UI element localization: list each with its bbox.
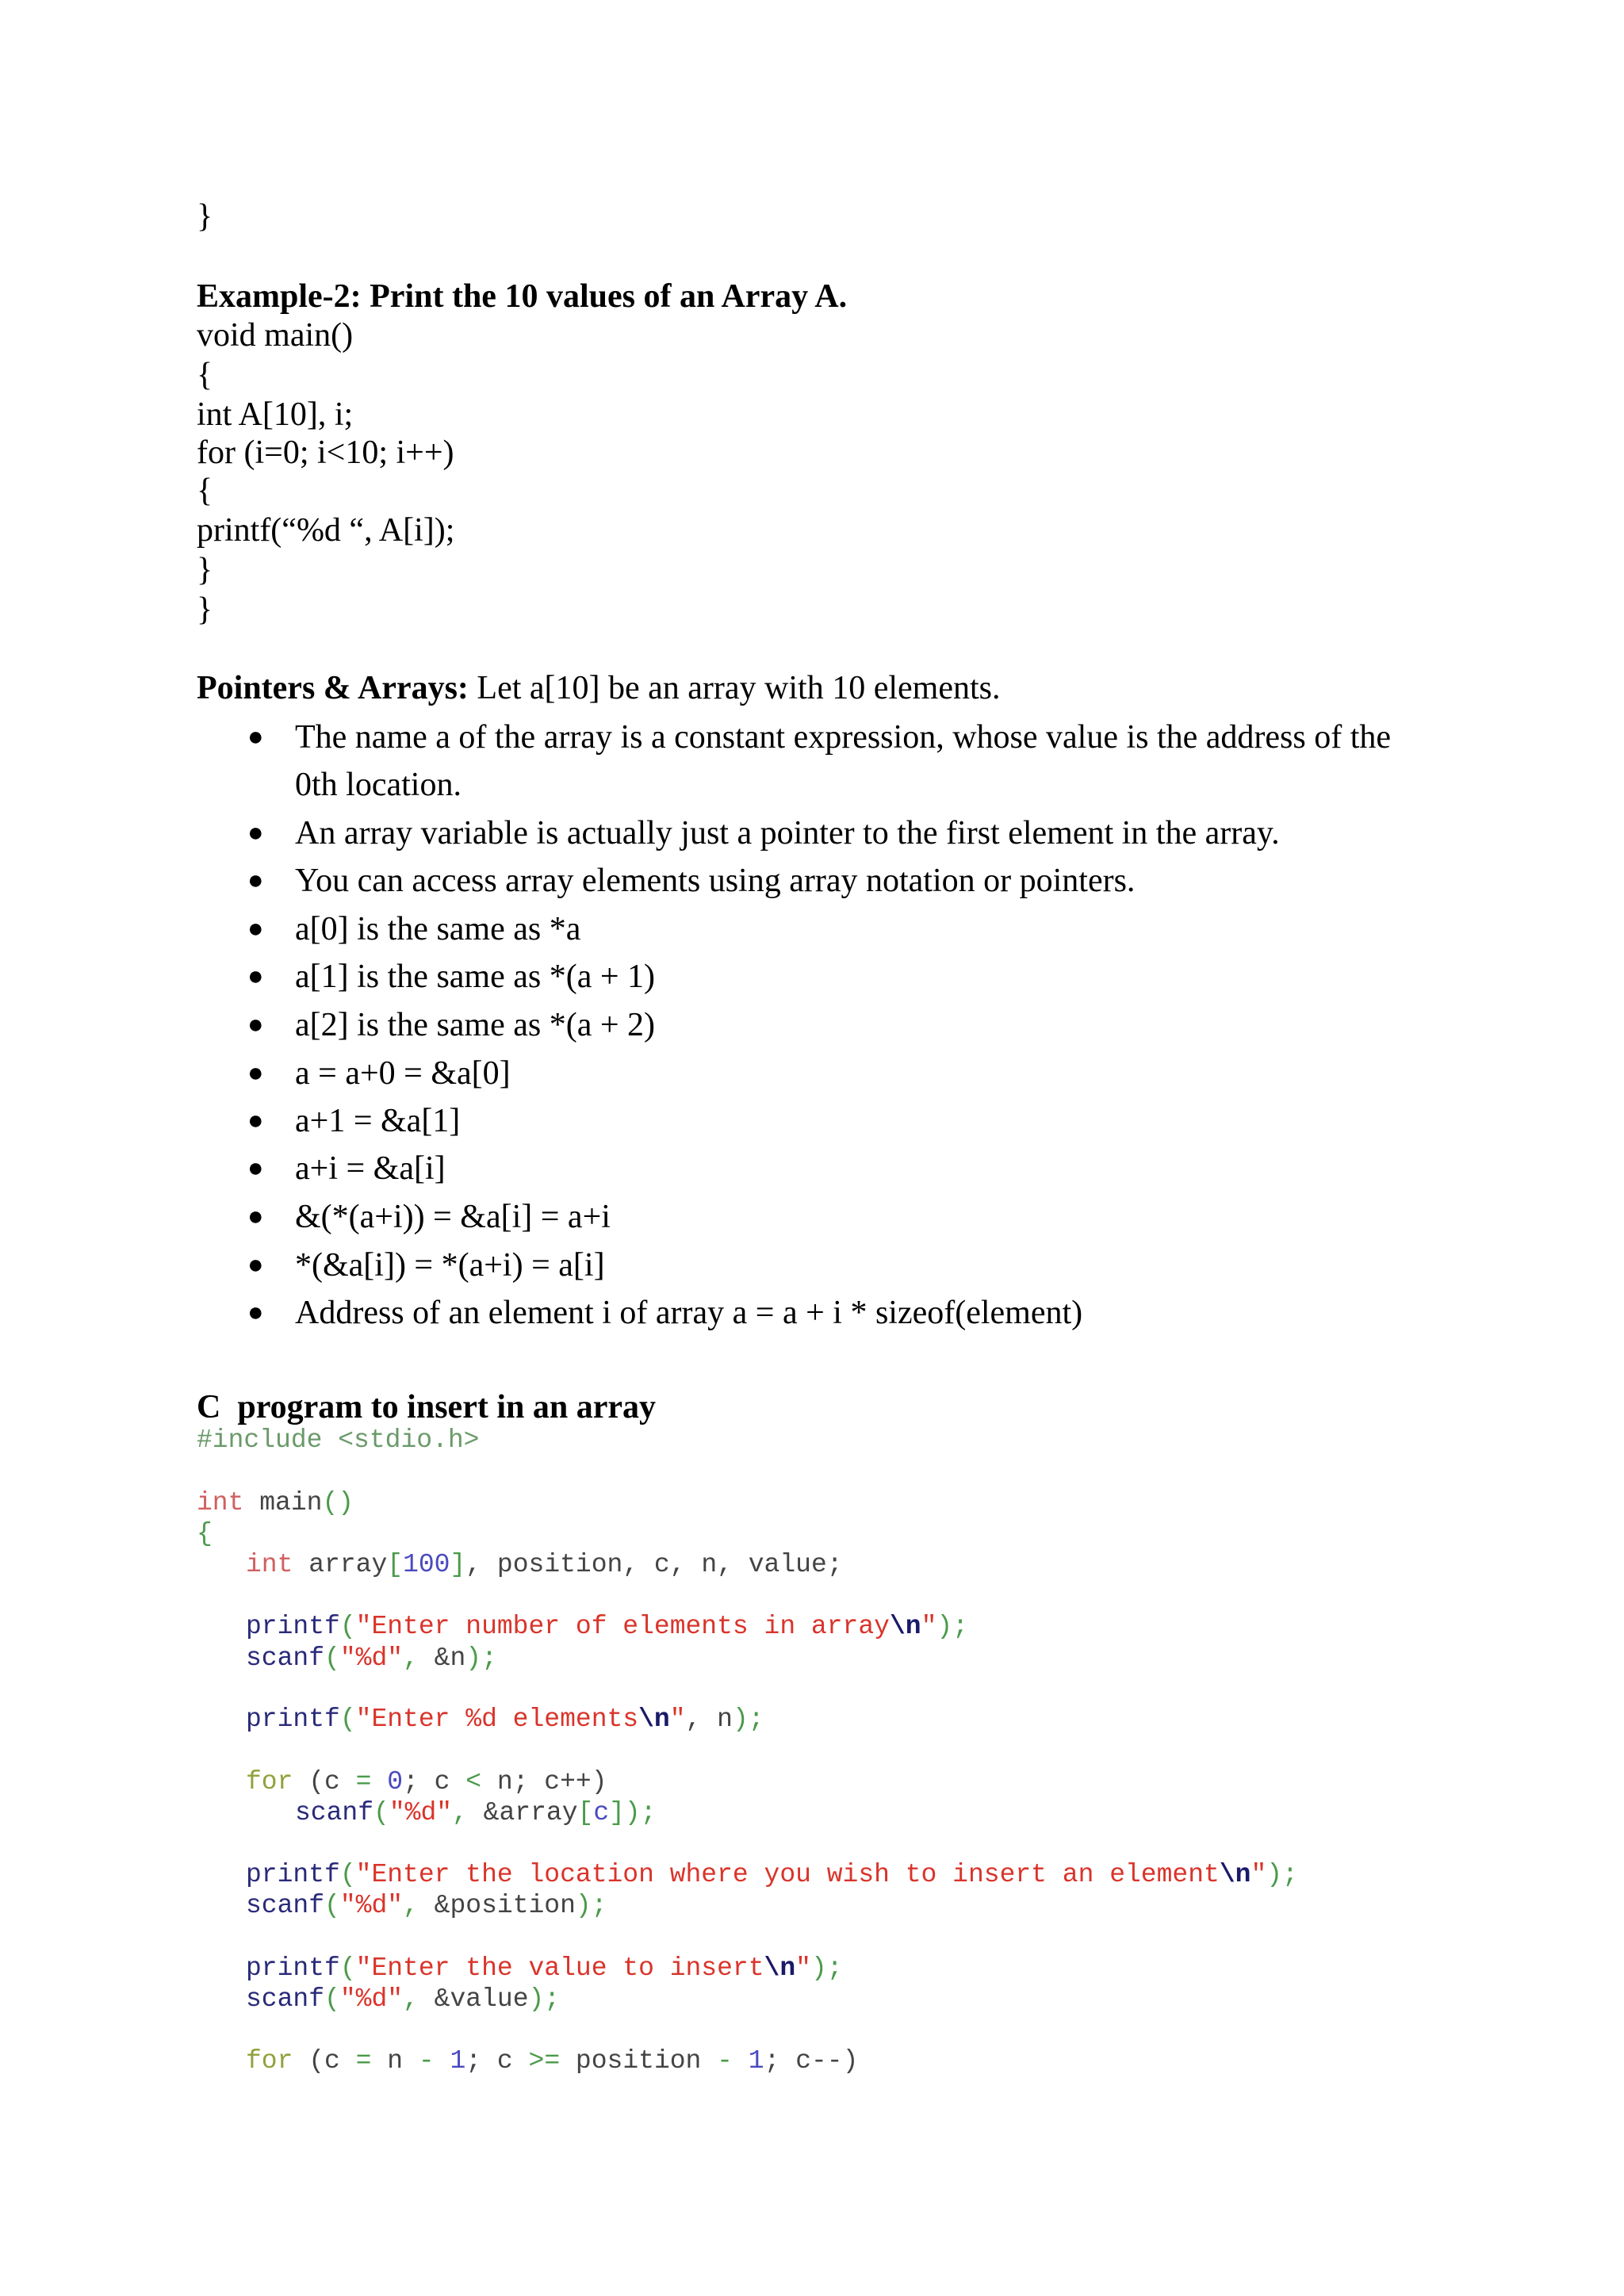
code-token: "	[921, 1612, 937, 1641]
code-token: \n	[764, 1954, 796, 1983]
code-token: \n	[1219, 1860, 1251, 1889]
code-token: =	[355, 1767, 372, 1797]
code-token: 1	[732, 2046, 764, 2076]
code-token: printf	[246, 1705, 340, 1734]
example2-code-line: int A[10], i;	[197, 396, 354, 433]
code-token: #include <stdio.h>	[197, 1425, 480, 1455]
code-token: for	[246, 1767, 293, 1797]
code-token: int	[197, 1488, 244, 1517]
code-token: "	[795, 1954, 811, 1983]
example2-code-line: void main()	[197, 317, 354, 354]
code-token: {	[197, 1519, 213, 1548]
code-token: array	[293, 1550, 388, 1579]
code-token: position	[560, 2046, 718, 2076]
code-token: scanf	[246, 1891, 325, 1920]
code-token: "%d"	[339, 1891, 404, 1920]
bullet-text: a[2] is the same as *(a + 2)	[295, 1007, 656, 1043]
bullet-text: a+i = &a[i]	[295, 1150, 446, 1187]
example2-code-line: {	[197, 357, 213, 393]
code-scanf-position: scanf("%d", &position);	[246, 1891, 607, 1920]
code-scanf-array: scanf("%d", &array[c]);	[295, 1798, 657, 1827]
code-token: ; c	[403, 1767, 466, 1797]
pointers-heading-rest: Let a[10] be an array with 10 elements.	[468, 670, 1001, 706]
bullet-text: a+1 = &a[1]	[295, 1103, 461, 1139]
code-token: "%d"	[339, 1984, 404, 2014]
code-scanf-value: scanf("%d", &value);	[246, 1984, 561, 2014]
pointers-heading	[197, 668, 1001, 708]
code-token: , position, c, n, value;	[465, 1550, 843, 1579]
code-scanf-n: scanf("%d", &n);	[246, 1644, 497, 1673]
pointers-heading-bold: Pointers & Arrays:	[197, 670, 469, 706]
bullet-icon: ●	[247, 1058, 264, 1088]
code-declaration: int array[100], position, c, n, value;	[246, 1550, 843, 1579]
code-token: for	[246, 2046, 293, 2076]
code-token: "Enter number of elements in array	[355, 1612, 890, 1641]
code-open-brace	[197, 1518, 213, 1550]
code-token: \n	[889, 1612, 921, 1641]
code-token: 100	[403, 1550, 450, 1579]
code-token: -	[717, 2046, 733, 2076]
example2-code-line: printf(“%d “, A[i]);	[197, 512, 455, 549]
bullet-icon: ●	[247, 866, 264, 895]
code-token: (c	[293, 2046, 356, 2076]
code-for-read	[246, 1766, 607, 1798]
bullet-icon: ●	[247, 1106, 264, 1135]
code-token: <	[465, 1767, 482, 1797]
bullet-icon: ●	[247, 962, 264, 991]
code-token: &n	[434, 1644, 466, 1673]
code-token: &array	[483, 1798, 578, 1827]
bullet-icon: ●	[247, 914, 264, 943]
code-token: &position	[434, 1891, 576, 1920]
code-token: n	[371, 2046, 419, 2076]
bullet-icon: ●	[247, 818, 264, 848]
code-token: main	[243, 1488, 323, 1517]
code-token: printf	[246, 1954, 340, 1983]
bullet-icon: ●	[247, 1298, 264, 1327]
bullet-icon: ●	[247, 1202, 264, 1231]
bullet-text: An array variable is actually just a pointer to the first element in the array.	[295, 815, 1280, 851]
code-token: \n	[638, 1705, 670, 1734]
example2-code-line: for (i=0; i<10; i++)	[197, 434, 454, 471]
code-token: "Enter %d elements	[355, 1705, 639, 1734]
code-token: scanf	[295, 1798, 374, 1827]
insert-heading: C program to insert in an array	[197, 1389, 656, 1425]
code-include	[197, 1425, 479, 1456]
code-token: 0	[371, 1767, 404, 1797]
code-token: "%d"	[389, 1798, 453, 1827]
code-token: -	[418, 2046, 435, 2076]
code-printf-elements: printf("Enter %d elements\n", n);	[246, 1705, 764, 1734]
code-token: , n	[685, 1705, 733, 1734]
bullet-text: a = a+0 = &a[0]	[295, 1055, 511, 1092]
bullet-text: a[0] is the same as *a	[295, 911, 581, 947]
bullet-icon: ●	[247, 1154, 264, 1183]
bullet-text: You can access array elements using array notation or pointers.	[295, 863, 1136, 899]
code-printf-number: printf("Enter number of elements in array\n");	[246, 1612, 968, 1641]
code-main	[197, 1487, 354, 1519]
code-token: scanf	[246, 1644, 325, 1673]
bullet-icon: ●	[247, 1250, 264, 1280]
code-for-shift	[246, 2045, 858, 2077]
example2-code-line: }	[197, 552, 213, 588]
bullet-text: Address of an element i of array a = a + i * sizeof(element)	[295, 1295, 1083, 1331]
code-token: int	[246, 1550, 293, 1579]
code-token: n; c++)	[481, 1767, 607, 1797]
code-token: scanf	[246, 1984, 325, 2014]
bullet-icon: ●	[247, 1010, 264, 1039]
code-token: printf	[246, 1612, 340, 1641]
code-token: printf	[246, 1860, 340, 1889]
bullet-text: The name a of the array is a constant expression, whose value is the address of the 0th location.	[295, 719, 1392, 803]
code-token: &value	[434, 1984, 529, 2014]
code-token: c	[593, 1798, 610, 1827]
bullet-icon: ●	[247, 722, 264, 752]
bullet-text: a[1] is the same as *(a + 1)	[295, 959, 656, 995]
example2-code-line: }	[197, 591, 213, 628]
example2-heading: Example-2: Print the 10 values of an Array A.	[197, 278, 848, 315]
code-token: =	[355, 2046, 372, 2076]
code-printf-value: printf("Enter the value to insert\n");	[246, 1954, 843, 1983]
code-token: "Enter the location where you wish to insert an element	[355, 1860, 1220, 1889]
code-token: 1	[434, 2046, 466, 2076]
bullet-text: *(&a[i]) = *(a+i) = a[i]	[295, 1247, 605, 1284]
code-token: ()	[322, 1488, 354, 1517]
code-token: "%d"	[339, 1644, 404, 1673]
code-token: >=	[528, 2046, 561, 2076]
closing-brace: }	[197, 198, 213, 235]
code-token: "	[669, 1705, 686, 1734]
code-token: ; c--)	[764, 2046, 859, 2076]
code-token: (c	[293, 1767, 356, 1797]
code-token: ; c	[465, 2046, 529, 2076]
code-printf-location: printf("Enter the location where you wish to insert an element\n");	[246, 1860, 1298, 1889]
code-token: "	[1251, 1860, 1267, 1889]
bullet-text: &(*(a+i)) = &a[i] = a+i	[295, 1199, 611, 1235]
example2-code-line: {	[197, 473, 213, 509]
code-token: "Enter the value to insert	[355, 1954, 764, 1983]
